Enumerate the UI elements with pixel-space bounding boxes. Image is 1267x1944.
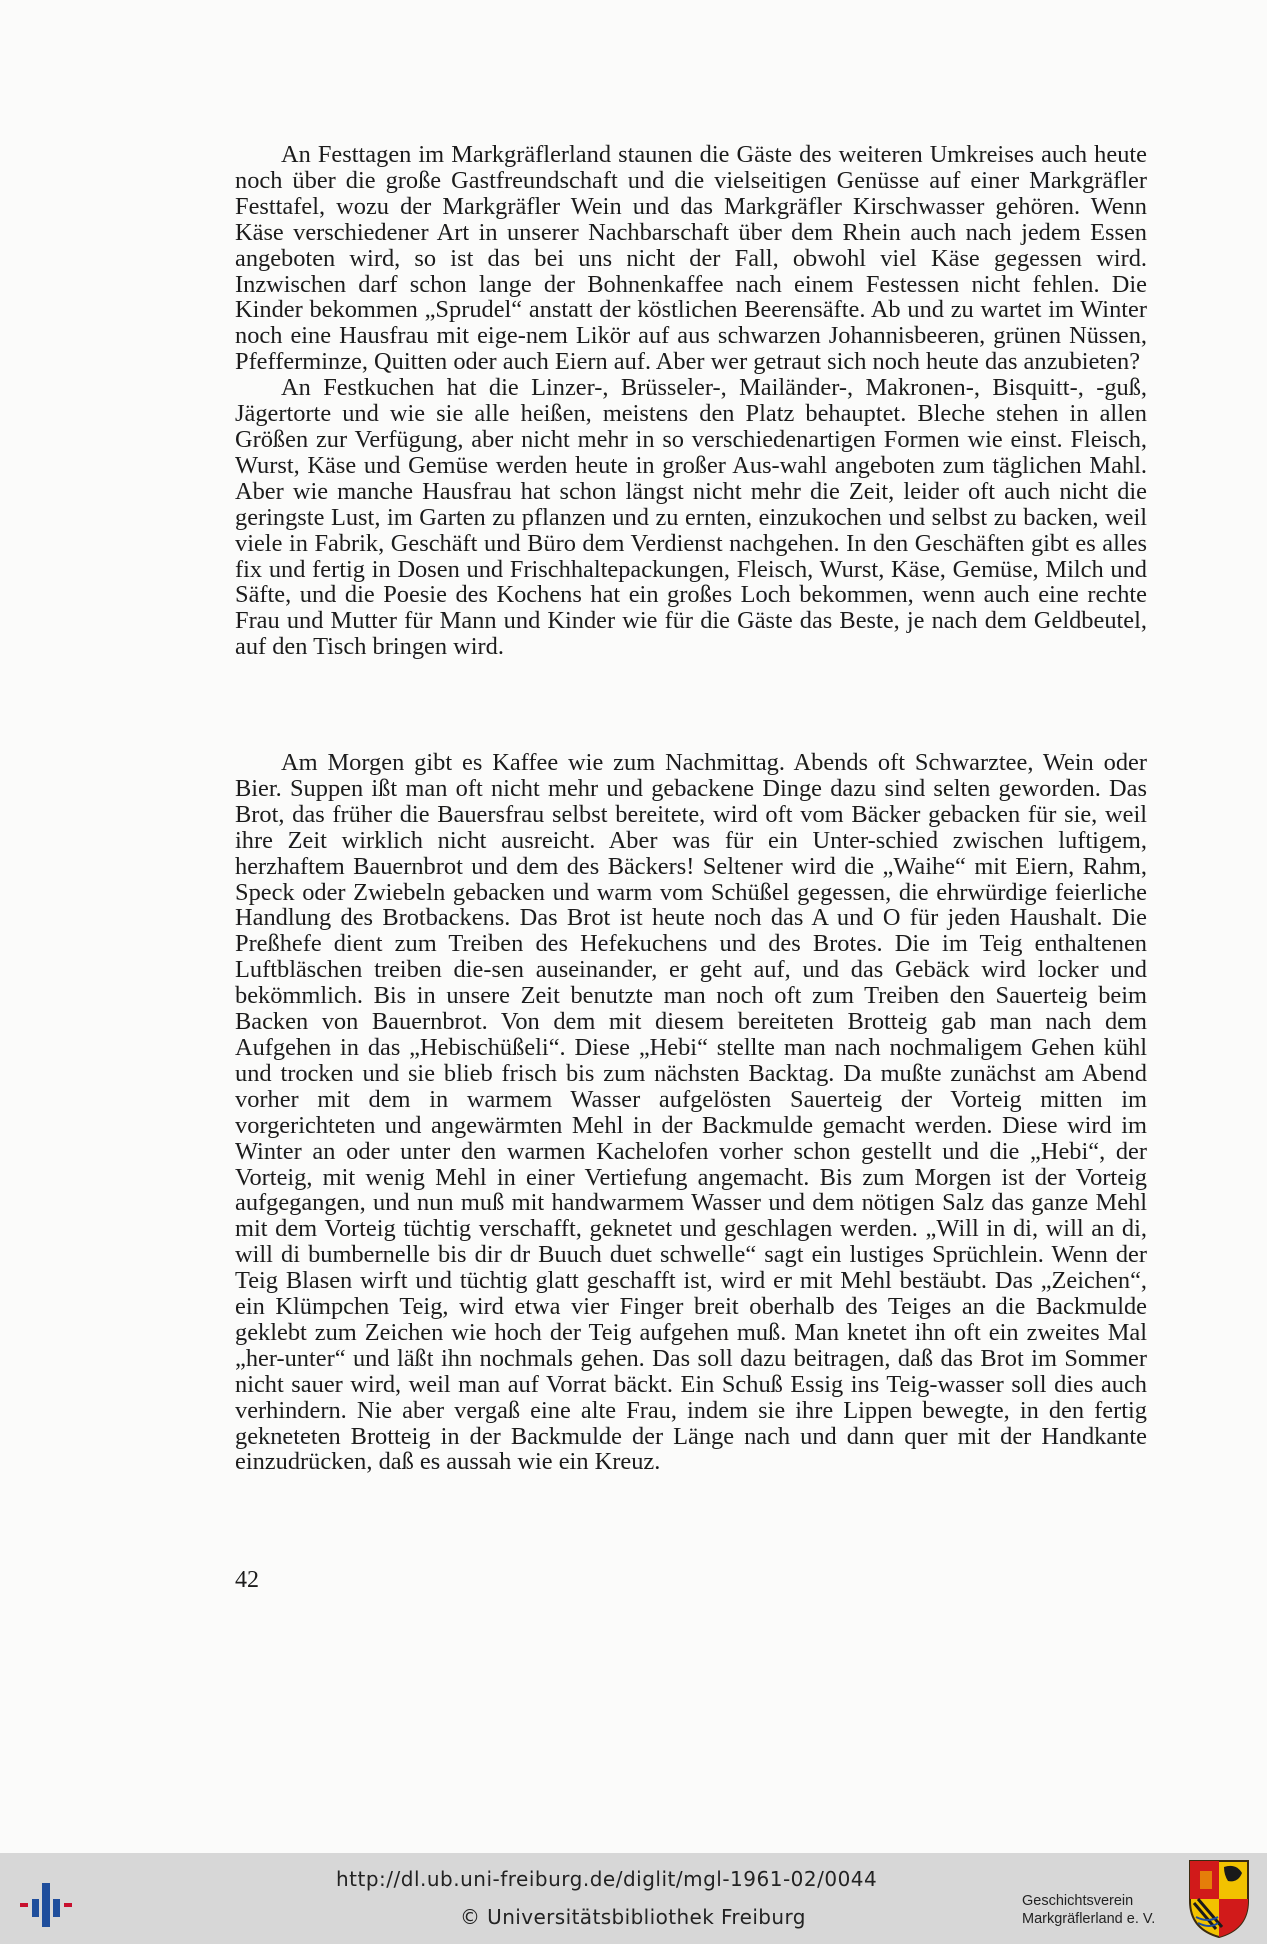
- copyright-notice: © Universitätsbibliothek Freiburg: [460, 1905, 806, 1929]
- markgraeflerland-crest-icon[interactable]: [1188, 1859, 1250, 1939]
- text-section-festtage: [235, 142, 1147, 660]
- society-name[interactable]: [1022, 1892, 1155, 1928]
- paragraph-morgen-brot: Am Morgen gibt es Kaffee wie zum Nachmittag. Abends oft Schwarztee, Wein oder Bier. Suppen ißt man oft nicht mehr und gebackene Dinge dazu sind selten geworden. Das Brot, das früher die Bauersfrau selbst bereitete, wird oft vom Bäcker gebacken für sie, weil ihre Zeit wirklich nicht ausreicht. Aber was für ein Unter-schied zwischen luftigem, herzhaftem Bauernbrot und dem des Bäckers! Seltener wird die „Waihe“ mit Eiern, Rahm, Speck oder Zwiebeln gebacken und warm vom Schüßel gegessen, die ehrwürdige feierliche Handlung des Brotbackens. Das Brot ist heute noch das A und O für jeden Haushalt. Die Preßhefe dient zum Treiben des Hefekuchens und des Brotes. Die im Teig enthaltenen Luftbläschen treiben die-sen auseinander, er geht auf, und das Gebäck wird locker und bekömmlich. Bis in unsere Zeit benutzte man noch oft zum Treiben den Sauerteig beim Backen von Bauernbrot. Von dem mit diesem bereiteten Brotteig gab man nach dem Aufgehen in das „Hebischüßeli“. Diese „Hebi“ stellte man nach nochmaligem Gehen kühl und trocken und sie blieb frisch bis zum nächsten Backtag. Da mußte zunächst am Abend vorher mit dem in warmem Wasser aufgelösten Sauerteig der Vorteig mitten im vorgerichteten und angewärmten Mehl in der Backmulde gemacht werden. Diese wird im Winter an oder unter den warmen Kachelofen vorher schon gestellt und die „Hebi“, der Vorteig, mit wenig Mehl in einer Vertiefung angemacht. Bis zum Morgen ist der Vorteig aufgegangen, und nun muß mit handwarmem Wasser und dem nötigen Salz das ganze Mehl mit dem Vorteig tüchtig verschafft, geknetet und geschlagen werden. „Will in di, will an di, will di bumbernelle bis dir dr Buuch duet schwelle“ sagt ein lustiges Sprüchlein. Wenn der Teig Blasen wirft und tüchtig glatt geschafft ist, wird er mit Mehl bestäubt. Das „Zeichen“, ein Klümpchen Teig, wird etwa vier Finger breit oberhalb des Teiges an die Backmulde geklebt zum Zeichen wie hoch der Teig aufgehen muß. Man knetet ihn oft ein zweites Mal „her-unter“ und läßt ihn nochmals gehen. Das soll dazu beitragen, daß das Brot im Sommer nicht sauer wird, weil man auf Vorrat bäckt. Ein Schuß Essig ins Teig-wasser soll dies auch verhindern. Nie aber vergaß eine alte Frau, indem sie ihre Lippen bewegte, in den fertig gekneteten Brotteig in der Backmulde der Länge nach und dann quer mit der Handkante einzudrücken, daß es aussah wie ein Kreuz.: [235, 749, 1147, 1476]
- society-name-line1: Geschichtsverein: [1022, 1893, 1134, 1909]
- paragraph-festtage: An Festtagen im Markgräflerland staunen die Gäste des weiteren Umkreises auch heute noch über die große Gastfreundschaft und die vielseitigen Genüsse auf einer Markgräfler Festtafel, wozu der Markgräfler Wein und das Markgräfler Kirschwasser gehören. Wenn Käse verschiedener Art in unserer Nachbarschaft über dem Rhein auch nach jedem Essen angeboten wird, so ist das bei uns nicht der Fall, obwohl viel Käse gegessen wird. Inzwischen darf schon lange der Bohnenkaffee nach einem Festessen nicht fehlen. Die Kinder bekommen „Sprudel“ anstatt der köstlichen Beerensäfte. Ab und zu wartet im Winter noch eine Hausfrau mit eige-nem Likör auf aus schwarzen Johannisbeeren, grünen Nüssen, Pfefferminze, Quitten oder auch Eiern auf. Aber wer getraut sich noch heute das anzubieten?: [235, 141, 1147, 376]
- text-section-brot: [235, 750, 1147, 1475]
- permalink-url[interactable]: http://dl.ub.uni-freiburg.de/diglit/mgl-1961-02/0044: [336, 1867, 878, 1891]
- ub-freiburg-logo-icon[interactable]: [20, 1873, 82, 1935]
- page-number: 42: [235, 1567, 259, 1593]
- paragraph-festkuchen: An Festkuchen hat die Linzer-, Brüsseler-, Mailänder-, Makronen-, Bisquitt-, -guß, Jägertorte und wie sie alle heißen, meistens den Platz behauptet. Bleche stehen in allen Größen zur Verfügung, aber nicht mehr in so verschiedenartigen Formen wie einst. Fleisch, Wurst, Käse und Gemüse werden heute in großer Aus-wahl angeboten zum täglichen Mahl. Aber wie manche Hausfrau hat schon längst nicht mehr die Zeit, leider oft auch nicht die geringste Lust, im Garten zu pflanzen und zu ernten, einzukochen und selbst zu backen, weil viele in Fabrik, Geschäft und Büro dem Verdienst nachgehen. In den Geschäften gibt es alles fix und fertig in Dosen und Frischhaltepackungen, Fleisch, Wurst, Käse, Gemüse, Milch und Säfte, und die Poesie des Kochens hat ein großes Loch bekommen, wenn auch eine rechte Frau und Mutter für Mann und Kinder wie für die Gäste das Beste, je nach dem Geldbeutel, auf den Tisch bringen wird.: [235, 374, 1147, 661]
- footer-bar: [0, 1853, 1267, 1944]
- society-name-line2: Markgräflerland e. V.: [1022, 1911, 1156, 1927]
